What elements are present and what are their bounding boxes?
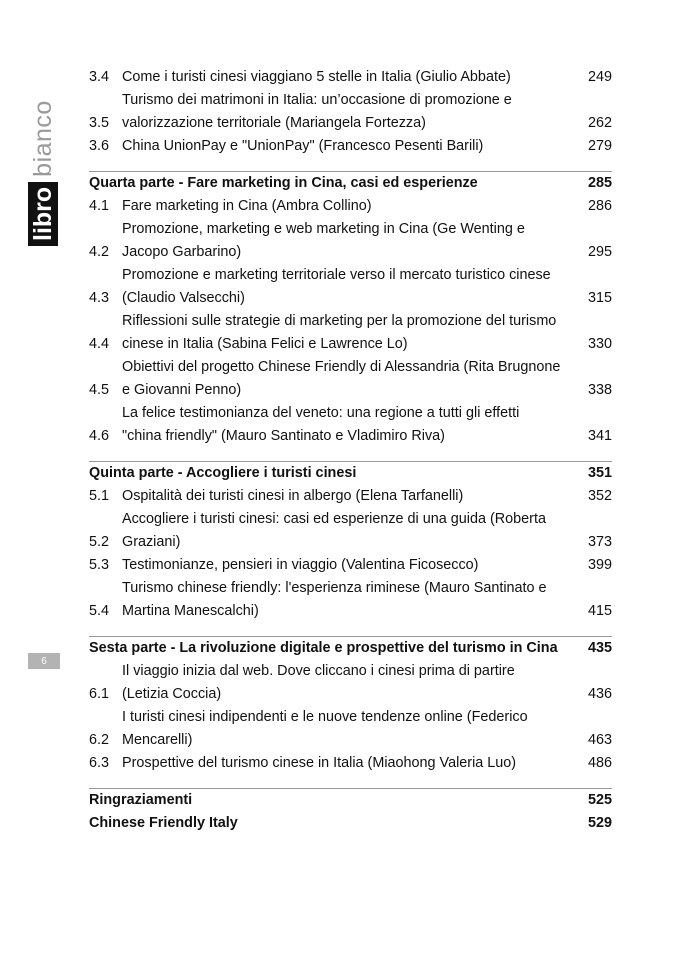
toc-entry [89, 660, 612, 706]
entry-page: 352 [587, 488, 612, 504]
part-page: 435 [587, 640, 612, 656]
toc-entry [89, 402, 612, 448]
entry-title: Turismo chinese friendly: l'esperienza riminese (Mauro Santinato e Martina Manescalchi) [122, 580, 547, 619]
entry-title: I turisti cinesi indipendenti e le nuove tendenze online (Federico Mencarelli) [122, 709, 528, 748]
part-title: Sesta parte - La rivoluzione digitale e prospettive del turismo in Cina [89, 640, 558, 656]
entry-number: 4.3 [89, 290, 110, 306]
table-of-contents [89, 66, 612, 835]
part-title: Quinta parte - Accogliere i turisti cinesi [89, 465, 357, 481]
part-heading [89, 462, 612, 485]
entry-title: Obiettivi del progetto Chinese Friendly di Alessandria (Rita Brugnone e Giovanni Penno) [122, 359, 561, 398]
toc-entry [89, 135, 612, 158]
toc-entry [89, 356, 612, 402]
part-heading [89, 637, 612, 660]
entry-page: 286 [587, 198, 612, 214]
entry-page: 279 [587, 138, 612, 154]
entry-number: 5.4 [89, 603, 110, 619]
part-heading [89, 812, 612, 835]
toc-entry [89, 310, 612, 356]
entry-number: 5.3 [89, 557, 110, 573]
entry-number: 6.2 [89, 732, 110, 748]
entry-title: Promozione, marketing e web marketing in Cina (Ge Wenting e Jacopo Garbarino) [122, 221, 525, 260]
toc-entry [89, 66, 612, 89]
entry-title: China UnionPay e "UnionPay" (Francesco Pesenti Barili) [122, 138, 484, 154]
entry-number: 4.1 [89, 198, 110, 214]
entry-page: 262 [587, 115, 612, 131]
entry-title: Turismo dei matrimoni in Italia: un’occasione di promozione e valorizzazione territoriale (Mariangela Fortezza) [122, 92, 512, 131]
entry-page: 295 [587, 244, 612, 260]
entry-title: Accogliere i turisti cinesi: casi ed esperienze di una guida (Roberta Graziani) [122, 511, 546, 550]
entry-page: 330 [587, 336, 612, 352]
entry-title: Il viaggio inizia dal web. Dove cliccano i cinesi prima di partire (Letizia Coccia) [122, 663, 515, 702]
entry-number: 6.1 [89, 686, 110, 702]
entry-page: 341 [587, 428, 612, 444]
entry-number: 4.2 [89, 244, 110, 260]
entry-number: 5.1 [89, 488, 110, 504]
entry-title: Promozione e marketing territoriale verso il mercato turistico cinese (Claudio Valsecchi) [122, 267, 551, 306]
logo-bianco-text: bianco [28, 100, 57, 177]
entry-page: 415 [587, 603, 612, 619]
toc-entry [89, 89, 612, 135]
toc-entry [89, 706, 612, 752]
entry-title: Testimonianze, pensieri in viaggio (Valentina Ficosecco) [122, 557, 479, 573]
entry-number: 4.6 [89, 428, 110, 444]
part-heading [89, 172, 612, 195]
toc-entry [89, 218, 612, 264]
toc-entry [89, 195, 612, 218]
entry-page: 338 [587, 382, 612, 398]
entry-page: 249 [587, 69, 612, 85]
entry-title: Fare marketing in Cina (Ambra Collino) [122, 198, 372, 214]
part-heading [89, 789, 612, 812]
entry-number: 6.3 [89, 755, 110, 771]
part-title: Quarta parte - Fare marketing in Cina, casi ed esperienze [89, 175, 478, 191]
entry-page: 486 [587, 755, 612, 771]
entry-title: La felice testimonianza del veneto: una regione a tutti gli effetti "china friendly" (Mauro Santinato e Vladimiro Riva) [122, 405, 520, 444]
toc-entry [89, 485, 612, 508]
entry-title: Ospitalità dei turisti cinesi in albergo (Elena Tarfanelli) [122, 488, 464, 504]
toc-entry [89, 508, 612, 554]
entry-number: 4.5 [89, 382, 110, 398]
entry-number: 3.5 [89, 115, 110, 131]
toc-entry [89, 264, 612, 310]
entry-page: 399 [587, 557, 612, 573]
entry-page: 463 [587, 732, 612, 748]
entry-page: 315 [587, 290, 612, 306]
part-title: Ringraziamenti [89, 792, 193, 808]
toc-entry [89, 554, 612, 577]
part-page: 285 [587, 175, 612, 191]
toc-entry [89, 577, 612, 623]
entry-page: 373 [587, 534, 612, 550]
entry-number: 5.2 [89, 534, 110, 550]
spine-logo [28, 68, 58, 246]
entry-title: Come i turisti cinesi viaggiano 5 stelle in Italia (Giulio Abbate) [122, 69, 511, 85]
part-page: 351 [587, 465, 612, 481]
entry-number: 3.4 [89, 69, 110, 85]
part-page: 529 [587, 815, 612, 831]
logo-libro-text: libro [28, 182, 58, 246]
entry-title: Prospettive del turismo cinese in Italia (Miaohong Valeria Luo) [122, 755, 517, 771]
entry-number: 3.6 [89, 138, 110, 154]
part-page: 525 [587, 792, 612, 808]
entry-number: 4.4 [89, 336, 110, 352]
entry-page: 436 [587, 686, 612, 702]
toc-entry [89, 752, 612, 775]
entry-title: Riflessioni sulle strategie di marketing per la promozione del turismo cinese in Italia (Sabina Felici e Lawrence Lo) [122, 313, 557, 352]
part-title: Chinese Friendly Italy [89, 815, 238, 831]
page-number: 6 [28, 653, 60, 669]
